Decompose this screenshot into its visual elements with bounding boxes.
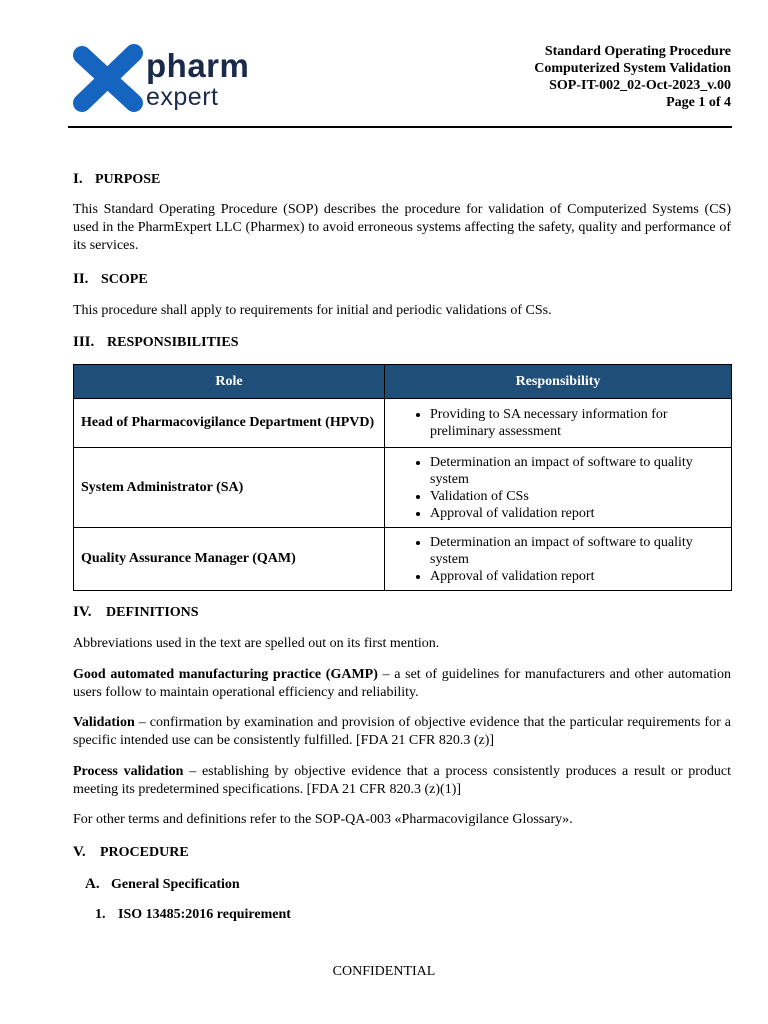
definitions-intro: Abbreviations used in the text are spelled out on its first mention. [73,636,440,651]
list-item: • Approval of validation report [430,568,724,585]
subsection-heading-general-specification: A. General Specification [85,876,240,892]
definition-process-validation: Process validation – establishing by objective evidence that a process consistently produces a result or product meeting its predetermined specifications. [FDA 21 CFR 820.3 (z)(1)] [73,764,731,797]
definition-term: Validation [73,715,135,730]
list-item: • Validation of CSs [430,488,724,505]
scope-paragraph: This procedure shall apply to requirements for initial and periodic validations of CSs. [73,303,552,318]
role-cell: Quality Assurance Manager (QAM) [74,528,385,591]
header-line-doc-id: SOP-IT-002_02-Oct-2023_v.00 [549,78,731,93]
column-header-responsibility: Responsibility [385,365,732,399]
definition-validation: Validation – confirmation by examination and provision of objective evidence that the particular requirements for a specific intended use can be consistently fulfilled. [FDA 21 CFR 820.3 (z)] [73,715,731,748]
table-row [74,399,732,448]
list-item: • Approval of validation report [430,505,724,522]
x-mark-icon [70,43,146,113]
confidential-footer: CONFIDENTIAL [332,964,436,979]
section-heading-purpose: I. PURPOSE [73,171,161,187]
header-line-page: Page 1 of 4 [666,95,731,110]
section-heading-definitions: IV. DEFINITIONS [73,604,199,620]
header-line-doc-type: Standard Operating Procedure [544,44,731,59]
section-heading-procedure: V. PROCEDURE [73,844,189,860]
logo-word-pharm: pharm [146,47,250,84]
logo-word-expert: expert [146,83,219,111]
table-header-row [74,365,732,399]
column-header-role: Role [74,365,385,399]
role-cell: System Administrator (SA) [74,448,385,528]
responsibility-cell [385,448,732,528]
section-heading-scope: II. SCOPE [73,271,148,287]
list-item: • Determination an impact of software to quality system [430,534,724,568]
subsection-heading-iso: 1. ISO 13485:2016 requirement [95,907,291,922]
definition-term: Process validation [73,764,184,779]
role-cell: Head of Pharmacovigilance Department (HPVD) [74,399,385,448]
responsibility-cell [385,399,732,448]
definition-term: Good automated manufacturing practice (GAMP) [73,667,378,682]
list-item: • Determination an impact of software to quality system [430,454,724,488]
definitions-other: For other terms and definitions refer to the SOP-QA-003 «Pharmacovigilance Glossary». [73,812,573,827]
table-row [74,528,732,591]
responsibilities-table [73,364,732,591]
responsibility-cell [385,528,732,591]
definition-gamp: Good automated manufacturing practice (GAMP) – a set of guidelines for manufacturers and other automation users follow to maintain operational efficiency and reliability. [73,667,731,700]
purpose-paragraph: This Standard Operating Procedure (SOP) describes the procedure for validation of Computerized Systems (CS) used in the PharmExpert LLC (Pharmex) to avoid erroneous systems affecting the safety, quality and performance of its services. [73,202,731,253]
section-heading-responsibilities: III. RESPONSIBILITIES [73,334,239,350]
document-header-info [534,43,731,111]
list-item: • Providing to SA necessary information for preliminary assessment [430,406,724,440]
header-divider [68,126,732,128]
table-row [74,448,732,528]
pharmexpert-logo [70,43,270,115]
header-line-title: Computerized System Validation [534,61,731,76]
